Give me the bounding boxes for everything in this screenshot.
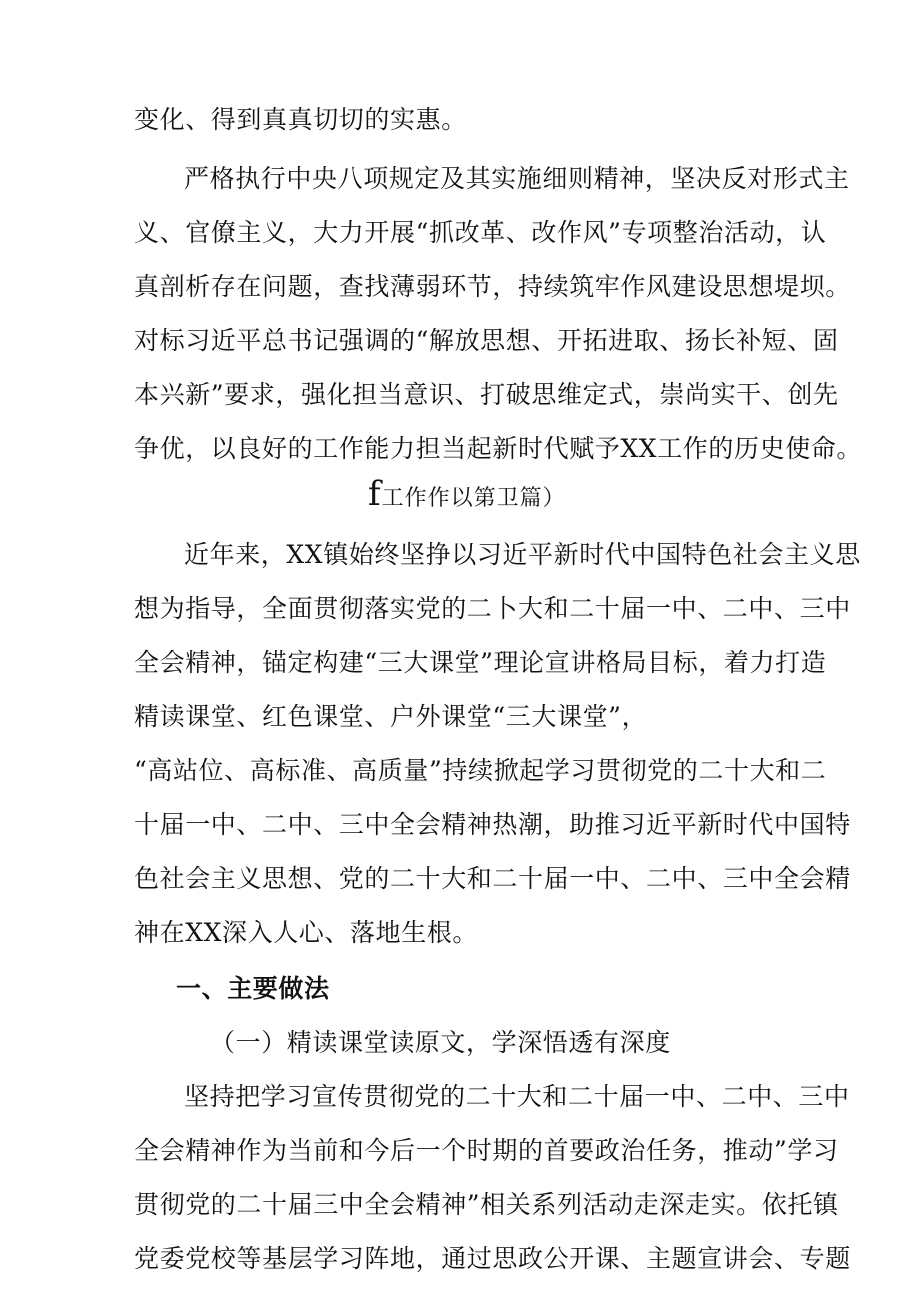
text-line: 党委党校等基层学习阵地，通过思政公开课、主题宣讲会、专题 (134, 1244, 851, 1273)
text-line: 精读课堂、红色课堂、户外课堂“三大课堂”， (134, 702, 648, 731)
text-line: 严格执行中央八项规定及其实施细则精神，坚决反对形式主 (184, 164, 850, 193)
text-line: 争优，以良好的工作能力担当起新时代赋予XX工作的历史使命。 (134, 434, 862, 463)
section-heading: 一、主要做法 (176, 974, 330, 1003)
text-line: “高站位、高标准、高质量”持续掀起学习贯彻党的二十大和二 (134, 756, 827, 785)
text-line: 近年来，XX镇始终坚挣以习近平新时代中国特色社会主义思 (184, 540, 861, 569)
text-line: 对标习近平总书记强调的“解放思想、开拓进取、扬长补短、固 (134, 326, 839, 355)
text-line: 坚持把学习宣传贯彻党的二十大和二十届一中、二中、三中 (184, 1082, 850, 1111)
text-line: 神在XX深入人心、落地生根。 (134, 918, 478, 947)
subtitle-glyph: f (368, 474, 382, 514)
text-line: 义、官僚主义，大力开展“抓改革、改作风”专项整治活动，认 (134, 218, 827, 247)
text-line: 全会精神，锚定构建“三大课堂”理论宣讲格局目标，着力打造 (134, 648, 827, 677)
subtitle-text: 工作作以第卫篇） (381, 486, 566, 511)
section-subtitle (368, 474, 588, 515)
text-line: 想为指导，全面贯彻落实党的二卜大和二十届一中、二中、三中 (134, 594, 851, 623)
text-line: 十届一中、二中、三中全会精神热潮，助推习近平新时代中国特 (134, 810, 851, 839)
text-line: 本兴新”要求，强化担当意识、打破思维定式，崇尚实干、创先 (134, 380, 839, 409)
text-line: 全会精神作为当前和今后一个时期的首要政治任务，推动”学习 (134, 1136, 839, 1165)
subsection-heading: （一）精读课堂读原文，学深悟透有深度 (210, 1028, 671, 1057)
text-line: 变化、得到真真切切的实惠。 (134, 105, 467, 134)
text-line: 真剖析存在问题，查找薄弱环节，持续筑牢作风建设思想堤坝。 (134, 272, 851, 301)
text-line: 贯彻党的二十届三中全会精神”相关系列活动走深走实。依托镇 (134, 1190, 839, 1219)
text-line: 色社会主义思想、党的二十大和二十届一中、二中、三中全会精 (134, 864, 851, 893)
